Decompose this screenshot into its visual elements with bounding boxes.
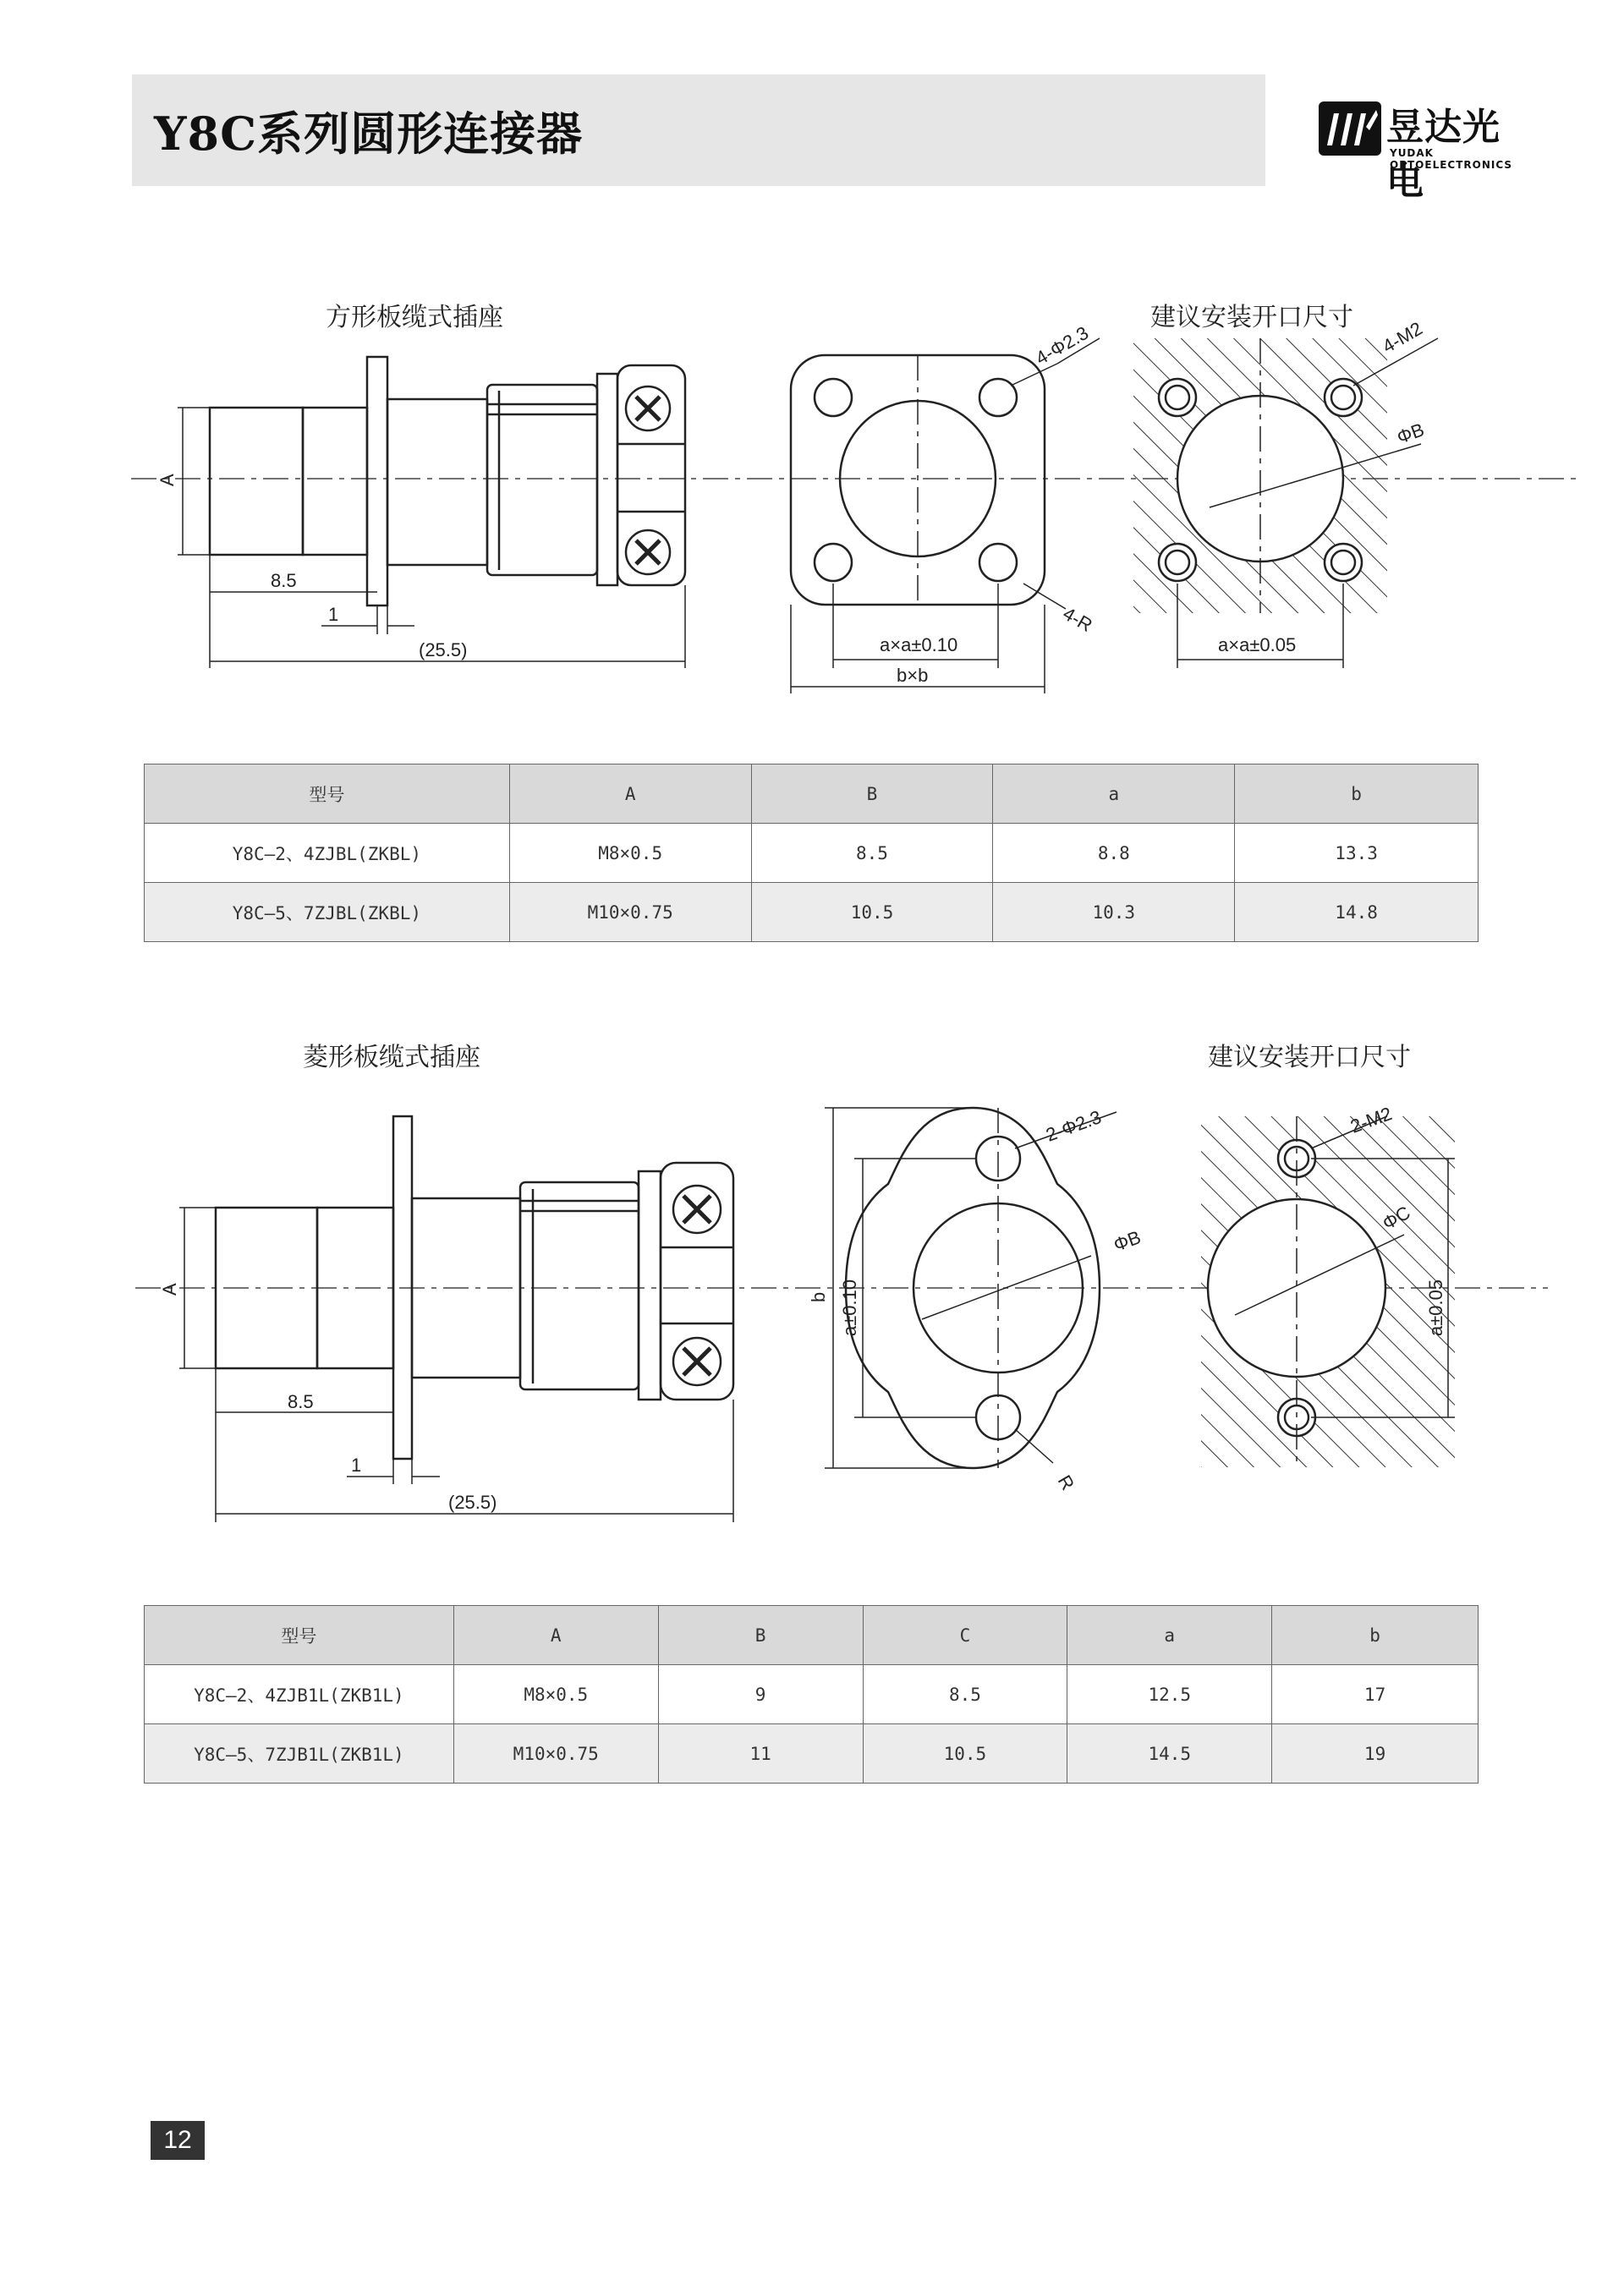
dim-b: b — [808, 1291, 829, 1302]
side-view-dimensions — [178, 408, 685, 668]
dim-holes: 4-Φ2.3 — [1032, 321, 1093, 370]
square-cutout-view — [1133, 338, 1438, 668]
table-cell: Y8C—2、4ZJB1L(ZKB1L) — [145, 1665, 454, 1724]
table-cell: 8.5 — [863, 1665, 1067, 1724]
table-cell: 14.5 — [1067, 1724, 1272, 1784]
logo-name-cn: 昱达光电 — [1386, 106, 1501, 203]
table-row — [145, 824, 1479, 883]
dim-8-5: 8.5 — [271, 570, 297, 591]
table-header-cell: b — [1272, 1606, 1479, 1665]
dim-1-2: 1 — [351, 1455, 362, 1476]
dim-A-2: A — [159, 1283, 180, 1296]
table-cell: 8.8 — [993, 824, 1235, 883]
dim-a-005: a±0.05 — [1425, 1279, 1446, 1336]
section2-drawing-svg — [0, 1082, 1624, 1556]
table-header-row — [145, 764, 1479, 824]
dim-phi-c: ΦC — [1379, 1201, 1414, 1235]
table-cell: 10.3 — [993, 883, 1235, 942]
section2-drawings — [0, 1082, 1624, 1556]
table-header-row — [145, 1606, 1479, 1665]
section1-spec-table — [144, 764, 1479, 942]
page-number: 12 — [151, 2121, 205, 2160]
section1-drawings — [0, 0, 1624, 727]
table-row — [145, 1665, 1479, 1724]
table-cell: 17 — [1272, 1665, 1479, 1724]
table-cell: 19 — [1272, 1724, 1479, 1784]
table-cell: M10×0.75 — [453, 1724, 658, 1784]
page-title: Y8C系列圆形连接器 — [154, 107, 584, 161]
table-header-cell: C — [863, 1606, 1067, 1665]
dim-m2: 4-M2 — [1379, 317, 1426, 358]
section2-spec-table — [144, 1605, 1479, 1784]
table-cell: Y8C—2、4ZJBL(ZKBL) — [145, 824, 510, 883]
table-header-cell: B — [751, 764, 993, 824]
table-cell: M10×0.75 — [509, 883, 751, 942]
section1-caption-left: 方形板缆式插座 — [326, 303, 503, 332]
table-header-cell: A — [453, 1606, 658, 1665]
table-header-cell: a — [993, 764, 1235, 824]
dim-aa-005: a×a±0.05 — [1218, 634, 1297, 655]
section1-drawing-svg — [0, 0, 1624, 727]
dim-R: R — [1053, 1471, 1079, 1494]
table-row — [145, 1724, 1479, 1784]
section2-caption-left: 菱形板缆式插座 — [303, 1043, 480, 1072]
table-cell: M8×0.5 — [453, 1665, 658, 1724]
section1-caption-right: 建议安装开口尺寸 — [1150, 303, 1353, 332]
table-cell: 14.8 — [1235, 883, 1479, 942]
table-cell: 11 — [658, 1724, 863, 1784]
logo-name-en: YUDAK OPTOELECTRONICS — [1390, 147, 1513, 171]
dim-aa-010: a×a±0.10 — [880, 634, 958, 655]
table-cell: Y8C—5、7ZJB1L(ZKB1L) — [145, 1724, 454, 1784]
table-header-cell: a — [1067, 1606, 1272, 1665]
dim-m2-2: 2-M2 — [1347, 1103, 1395, 1137]
dim-phi-b-2: ΦB — [1111, 1226, 1144, 1256]
table-header-cell: 型号 — [145, 1606, 454, 1665]
table-cell: 12.5 — [1067, 1665, 1272, 1724]
dim-holes-2: 2-Φ2.3 — [1043, 1106, 1105, 1146]
table-cell: M8×0.5 — [509, 824, 751, 883]
table-cell: 13.3 — [1235, 824, 1479, 883]
table-cell: 8.5 — [751, 824, 993, 883]
table-cell: 10.5 — [863, 1724, 1067, 1784]
dim-A: A — [156, 474, 178, 486]
table-header-cell: b — [1235, 764, 1479, 824]
dim-bb: b×b — [897, 665, 929, 686]
side-view-dimensions-2 — [179, 1208, 733, 1522]
diamond-cutout-view — [1201, 1116, 1455, 1467]
dim-25-5-2: (25.5) — [448, 1492, 497, 1513]
dim-a-010: a±0.10 — [839, 1279, 860, 1336]
dim-corner-radius: 4-R — [1059, 602, 1096, 637]
table-cell: 9 — [658, 1665, 863, 1724]
table-header-cell: 型号 — [145, 764, 510, 824]
dim-25-5: (25.5) — [419, 639, 468, 660]
dim-1: 1 — [328, 604, 339, 625]
table-cell: 10.5 — [751, 883, 993, 942]
table-row — [145, 883, 1479, 942]
table-header-cell: B — [658, 1606, 863, 1665]
dim-8-5-2: 8.5 — [288, 1391, 314, 1412]
table-header-cell: A — [509, 764, 751, 824]
section2-caption-right: 建议安装开口尺寸 — [1208, 1043, 1411, 1072]
dim-phi-b: ΦB — [1394, 419, 1428, 448]
table-cell: Y8C—5、7ZJBL(ZKBL) — [145, 883, 510, 942]
